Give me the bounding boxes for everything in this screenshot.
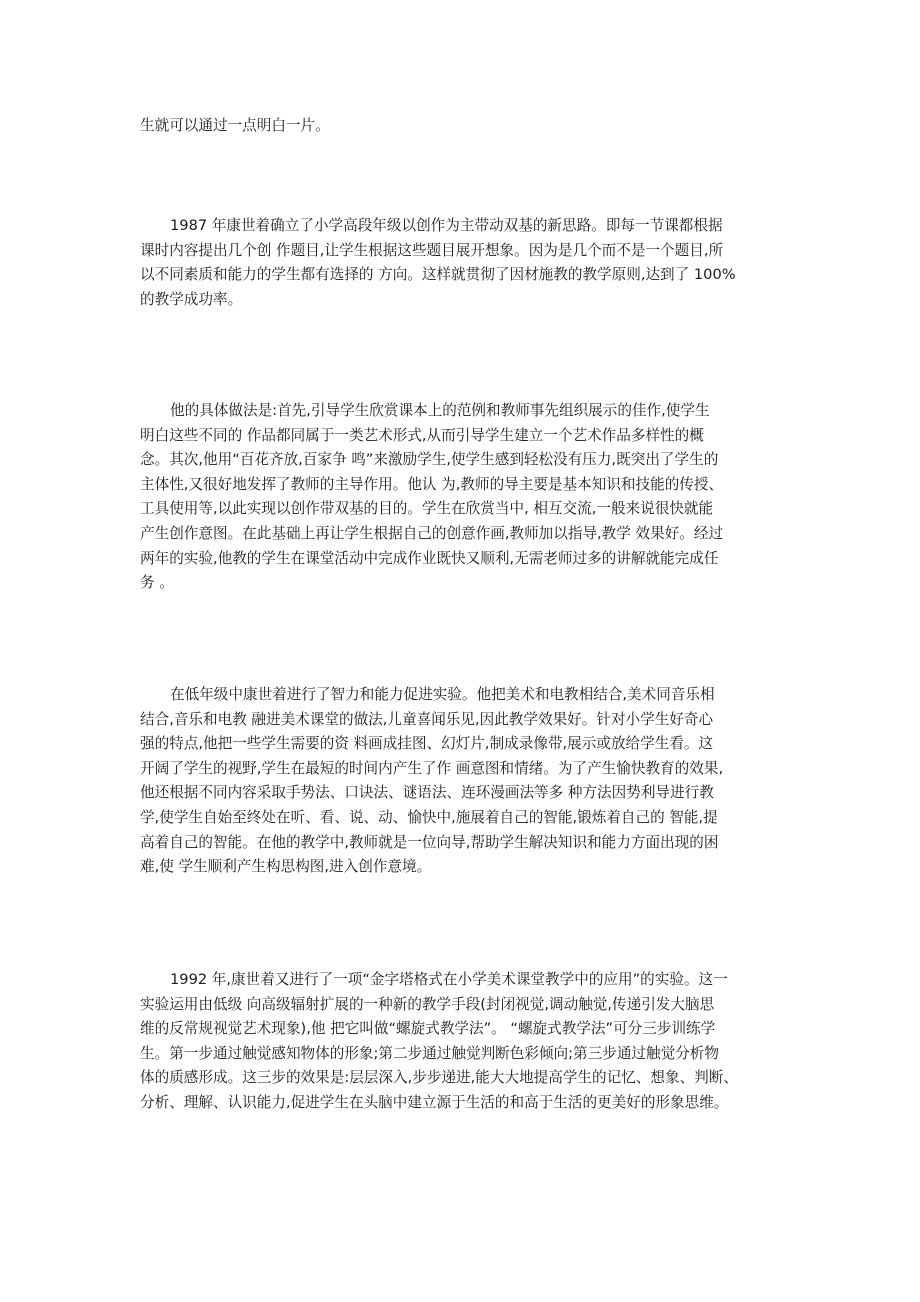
text-line: 强的特点,他把一些学生需要的资 料画成挂图、幻灯片,制成录像带,展示或放给学生看。这 [140,735,714,753]
text-line: 1987 年康世着确立了小学高段年级以创作为主带动双基的新思路。即每一节课都根据 [170,217,723,234]
paragraph-1987-creative-approach [140,214,800,312]
text-line: 产生创作意图。在此基础上再让学生根据自己的创意作画,教师加以指导,教学 效果好。经过 [140,524,724,542]
text-line: 结合,音乐和电教 融进美术课堂的做法,儿童喜闻乐见,因此教学效果好。针对小学生好奇心 [140,710,714,728]
text-line: 念。其次,他用“百花齐放,百家争 鸣”来激励学生,使学生感到轻松没有压力,既突出了学生的 [140,451,719,469]
text-line: 两年的实验,他教的学生在课堂活动中完成作业既快又顺利,无需老师过多的讲解就能完成任 [140,549,719,567]
text-line: 生就可以通过一点明白一片。 [140,117,330,134]
text-line: 他的具体做法是:首先,引导学生欣赏课本上的范例和教师事先组织展示的佳作,使学生 [170,402,710,419]
paragraph-lower-grade-experiment [140,683,800,880]
text-line: 明白这些不同的 作品都同属于一类艺术形式,从而引导学生建立一个艺术作品多样性的概 [140,426,704,444]
text-line: 课时内容提出几个创 作题目,让学生根据这些题目展开想象。因为是几个而不是一个题目,所 [140,241,724,259]
text-line: 的教学成功率。 [140,290,243,308]
paragraph-continuation [140,114,800,139]
text-line: 生。第一步通过触觉感知物体的形象;第二步通过触觉判断色彩倾向;第三步通过触觉分析物 [140,1044,719,1062]
text-line: 体的质感形成。这三步的效果是:层层深入,步步递进,能大大地提高学生的记忆、想象、判断、 [140,1069,738,1087]
text-line: 主体性,又很好地发挥了教师的主导作用。他认 为,教师的导主要是基本知识和技能的传授、 [140,475,724,493]
text-line: 1992 年,康世着又进行了一项“金字塔格式在小学美术课堂教学中的应用”的实验。这一 [170,971,728,988]
text-line: 务 。 [140,574,174,592]
text-line: 开阔了学生的视野,学生在最短的时间内产生了作 画意图和情绪。为了产生愉快教育的效果, [140,759,724,777]
text-line: 分析、理解、认识能力,促进学生在头脑中建立源于生活的和高于生活的更美好的形象思维。 [140,1093,729,1111]
text-line: 在低年级中康世着进行了智力和能力促进实验。他把美术和电教相结合,美术同音乐相 [170,686,715,703]
text-line: 他还根据不同内容采取手势法、口诀法、谜语法、连环漫画法等多 种方法因势利导进行教 [140,784,714,802]
text-line: 维的反常规视觉艺术现象),他 把它叫做“螺旋式教学法”。 “螺旋式教学法”可分三步训练学 [140,1020,716,1038]
text-line: 工具使用等,以此实现以创作带双基的目的。学生在欣赏当中, 相互交流,一般来说很快就能 [140,500,714,518]
text-line: 难,使 学生顺利产生构思构图,进入创作意境。 [140,858,432,876]
paragraph-specific-methods [140,399,800,596]
text-line: 以不同素质和能力的学生都有选择的 方向。这样就贯彻了因材施教的教学原则,达到了 100% [140,266,736,284]
paragraph-1992-spiral-method [140,968,800,1116]
text-line: 高着自己的智能。在他的教学中,教师就是一位向导,帮助学生解决知识和能力方面出现的困 [140,833,719,851]
text-line: 实验运用由低级 向高级辐射扩展的一种新的教学手段(封闭视觉,调动触觉,传递引发大脑思 [140,995,715,1013]
text-line: 学,使学生自始至终处在听、看、说、动、愉快中,施展着自己的智能,锻炼着自己的 智能,提 [140,808,718,826]
